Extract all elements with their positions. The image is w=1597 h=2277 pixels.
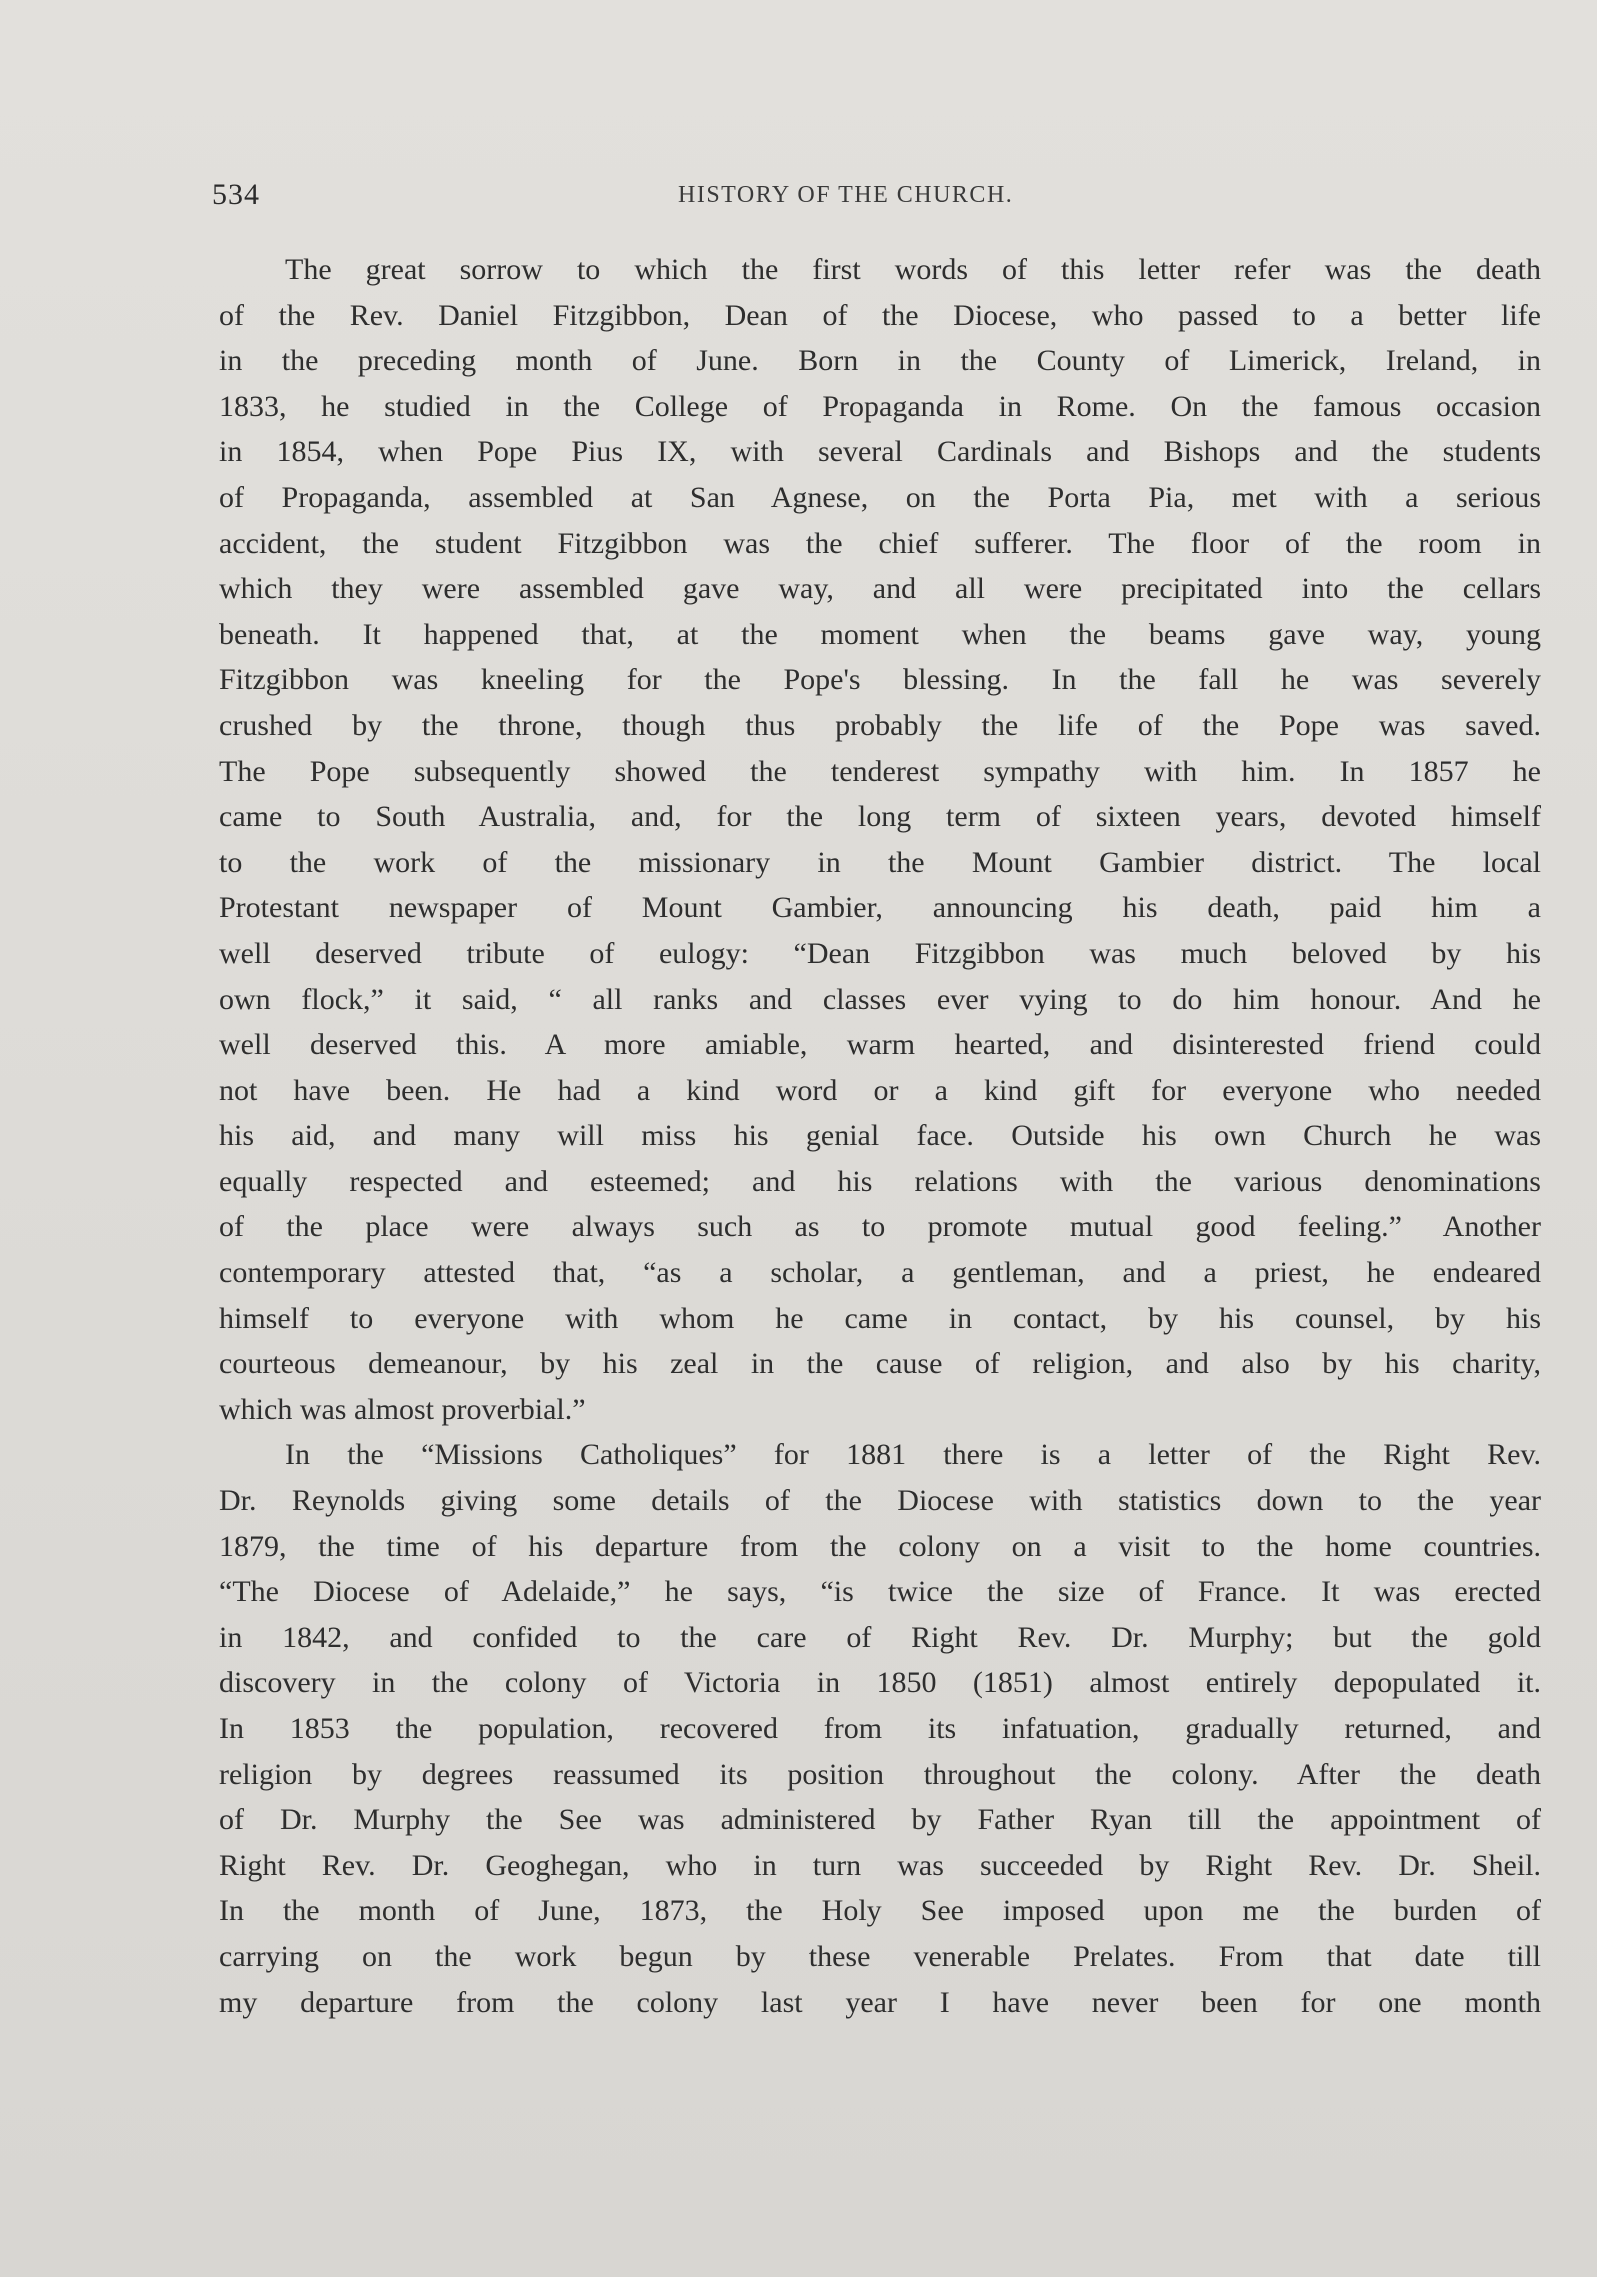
text-line: In 1853 the population, recovered from its infatuation, gradually returned, and: [219, 1712, 1541, 1745]
paragraph-2: [219, 1432, 1541, 2025]
page-number: 534: [212, 178, 260, 211]
text-line: of the Rev. Daniel Fitzgibbon, Dean of the Diocese, who passed to a better life: [219, 298, 1541, 332]
text-line: Dr. Reynolds giving some details of the Diocese with statistics down to the year: [219, 1484, 1541, 1518]
body-text: [219, 247, 1541, 2025]
text-line: of the place were always such as to promote mutual good feeling.” Another: [219, 1210, 1541, 1244]
text-line: Right Rev. Dr. Geoghegan, who in turn was succeeded by Right Rev. Dr. Sheil.: [219, 1848, 1541, 1882]
text-line: equally respected and esteemed; and his relations with the various denominations: [219, 1164, 1541, 1198]
text-line: which they were assembled gave way, and all were precipitated into the cellars: [219, 572, 1541, 606]
text-line: Fitzgibbon was kneeling for the Pope's blessing. In the fall he was severely: [219, 663, 1541, 697]
text-line: my departure from the colony last year I have never been for one month: [219, 1985, 1541, 2019]
text-line: beneath. It happened that, at the moment when the beams gave way, young: [219, 617, 1541, 651]
text-line: well deserved this. A more amiable, warm hearted, and disinterested friend could: [219, 1028, 1541, 1062]
text-line: of Propaganda, assembled at San Agnese, on the Porta Pia, met with a serious: [219, 480, 1541, 514]
text-line: well deserved tribute of eulogy: “Dean Fitzgibbon was much beloved by his: [219, 936, 1541, 970]
text-line: The great sorrow to which the first words of this letter refer was the death: [285, 253, 1541, 286]
text-line: contemporary attested that, “as a scholar, a gentleman, and a priest, he endeared: [219, 1256, 1541, 1290]
text-line: courteous demeanour, by his zeal in the cause of religion, and also by his charity,: [219, 1347, 1541, 1381]
text-line: in 1854, when Pope Pius IX, with several Cardinals and Bishops and the students: [219, 435, 1541, 469]
text-line: of Dr. Murphy the See was administered by Father Ryan till the appointment of: [219, 1803, 1541, 1837]
text-line: In the “Missions Catholiques” for 1881 there is a letter of the Right Rev.: [285, 1438, 1541, 1472]
page-header: [212, 178, 1544, 212]
text-line: “The Diocese of Adelaide,” he says, “is twice the size of France. It was erected: [219, 1575, 1541, 1609]
text-line: crushed by the throne, though thus probably the life of the Pope was saved.: [219, 708, 1541, 742]
text-line: not have been. He had a kind word or a kind gift for everyone who needed: [219, 1073, 1541, 1107]
running-head: HISTORY OF THE CHURCH.: [678, 182, 1014, 208]
text-line: The Pope subsequently showed the tenderest sympathy with him. In 1857 he: [219, 754, 1541, 788]
text-line: own flock,” it said, “ all ranks and classes ever vying to do him honour. And he: [219, 982, 1541, 1016]
text-line: to the work of the missionary in the Mount Gambier district. The local: [219, 845, 1541, 879]
text-line: in the preceding month of June. Born in the County of Limerick, Ireland, in: [219, 344, 1541, 378]
text-line: 1879, the time of his departure from the colony on a visit to the home countries.: [219, 1529, 1541, 1563]
text-line: discovery in the colony of Victoria in 1850 (1851) almost entirely depopulated it.: [219, 1666, 1541, 1700]
text-line: Protestant newspaper of Mount Gambier, announcing his death, paid him a: [219, 891, 1541, 925]
text-line: which was almost proverbial.”: [219, 1392, 586, 1426]
text-line: in 1842, and confided to the care of Right Rev. Dr. Murphy; but the gold: [219, 1620, 1541, 1654]
text-line: 1833, he studied in the College of Propaganda in Rome. On the famous occasion: [219, 389, 1541, 423]
text-line: accident, the student Fitzgibbon was the chief sufferer. The floor of the room in: [219, 526, 1541, 560]
text-line: religion by degrees reassumed its position throughout the colony. After the death: [219, 1757, 1541, 1791]
text-line: In the month of June, 1873, the Holy See imposed upon me the burden of: [219, 1894, 1541, 1928]
text-line: his aid, and many will miss his genial face. Outside his own Church he was: [219, 1119, 1541, 1153]
text-line: came to South Australia, and, for the long term of sixteen years, devoted himself: [219, 800, 1541, 834]
paragraph-1: [219, 247, 1541, 1432]
text-line: himself to everyone with whom he came in contact, by his counsel, by his: [219, 1301, 1541, 1335]
text-line: carrying on the work begun by these venerable Prelates. From that date till: [219, 1939, 1541, 1973]
